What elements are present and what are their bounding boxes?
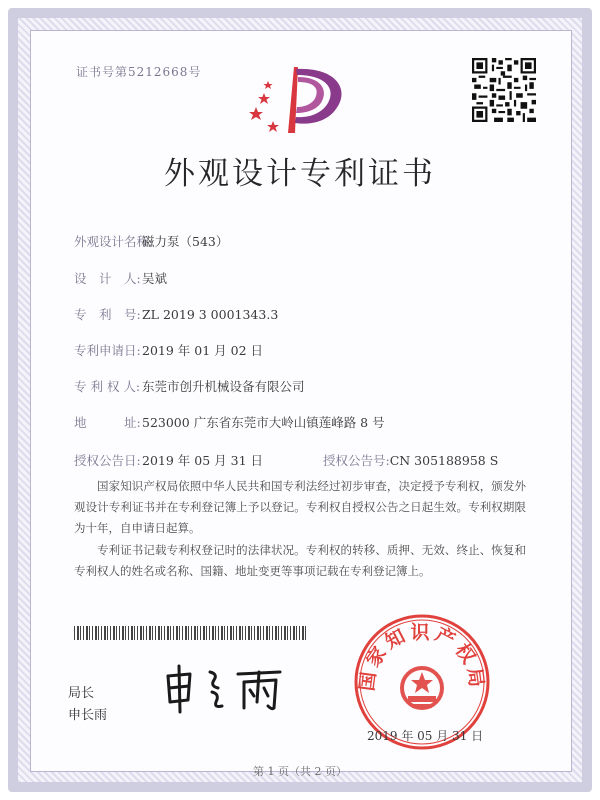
field-grant bbox=[74, 451, 498, 469]
field-patentee bbox=[74, 377, 305, 395]
legal-paragraph-2: 专利证书记载专利权登记时的法律状况。专利权的转移、质押、无效、终止、恢复和专利权人的姓名或名称、国籍、地址变更等事项记载在专利登记簿上。 bbox=[74, 543, 526, 578]
field-value: 523000 广东省东莞市大岭山镇莲峰路 8 号 bbox=[142, 415, 385, 430]
field-label: 地 址: bbox=[74, 415, 141, 430]
legal-paragraph-1: 国家知识产权局依照中华人民共和国专利法经过初步审查，决定授予专利权，颁发外观设计专利证书并在专利登记簿上予以登记。专利权自授权公告之日起生效。专利权期限为十年，自申请日起算。 bbox=[74, 479, 526, 535]
issue-date: 2019 年 05 月 31 日 bbox=[367, 729, 484, 743]
certificate-title: 外观设计专利证书 bbox=[164, 156, 436, 192]
field-patent-number bbox=[74, 305, 278, 323]
field-value: 2019 年 01 月 02 日 bbox=[142, 343, 263, 358]
field-value: 吴斌 bbox=[142, 271, 168, 286]
barcode bbox=[74, 626, 306, 640]
director-title: 局长 bbox=[68, 686, 95, 701]
field-label: 设 计 人: bbox=[74, 271, 141, 286]
field-designer bbox=[74, 269, 167, 287]
field-label: 外观设计名称: bbox=[74, 234, 154, 249]
page-number: 第 1 页（共 2 页） bbox=[253, 765, 347, 778]
grant-date: 2019 年 05 月 31 日 bbox=[142, 453, 263, 468]
field-label: 专 利 号: bbox=[74, 307, 141, 322]
certificate-number: 证书号第5212668号 bbox=[76, 65, 202, 79]
cnipa-logo-icon bbox=[248, 63, 356, 139]
seal-text: 国家知识产权局 bbox=[356, 621, 488, 693]
grant-label: 授权公告日: bbox=[74, 453, 141, 468]
field-design-name bbox=[74, 232, 228, 250]
field-application-date bbox=[74, 341, 263, 359]
publication-number: CN 305188958 S bbox=[389, 453, 499, 468]
field-value: 东莞市创升机械设备有限公司 bbox=[142, 379, 305, 394]
field-label: 专利申请日: bbox=[74, 343, 141, 358]
signature-icon bbox=[160, 662, 290, 714]
field-label: 专 利 权 人: bbox=[74, 379, 141, 394]
field-value: ZL 2019 3 0001343.3 bbox=[142, 307, 279, 322]
field-value: 磁力泵（543） bbox=[142, 234, 229, 249]
director-name: 申长雨 bbox=[68, 708, 108, 723]
qr-code-icon bbox=[472, 58, 536, 122]
field-address bbox=[74, 413, 385, 431]
publication-label: 授权公告号: bbox=[322, 453, 390, 468]
